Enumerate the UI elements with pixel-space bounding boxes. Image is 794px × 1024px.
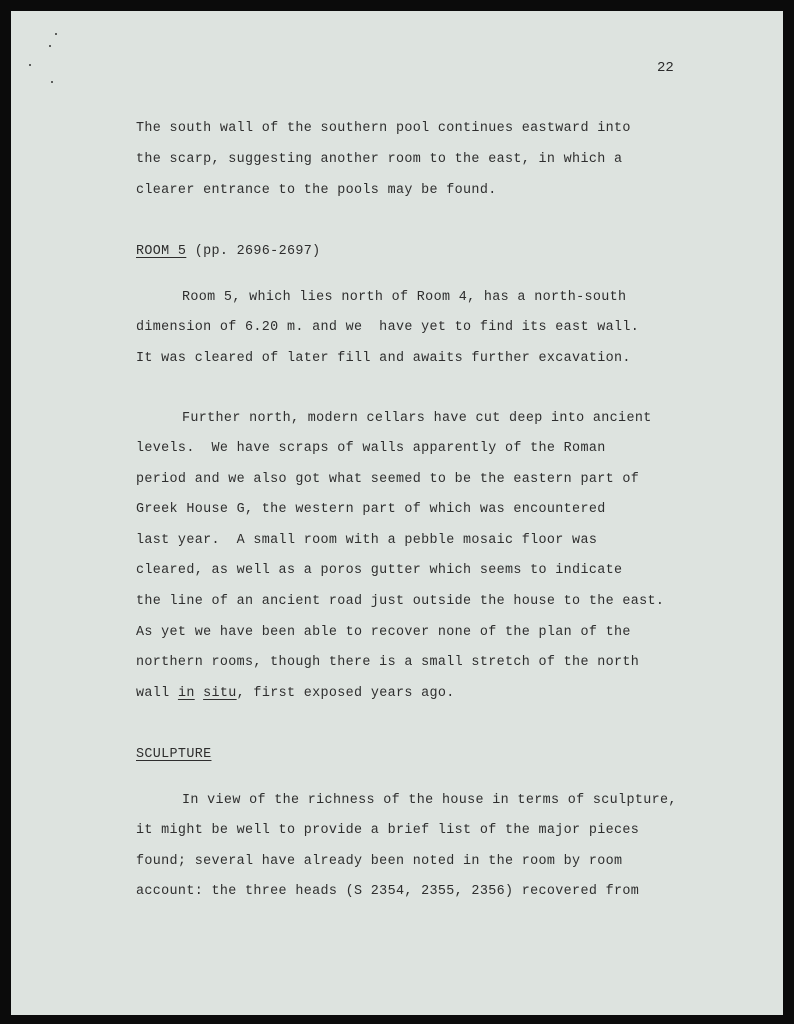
paragraph-line: period and we also got what seemed to be the eastern part of (136, 472, 640, 487)
text-run: wall (136, 686, 178, 701)
paragraph-line: levels. We have scraps of walls apparently of the Roman (136, 441, 606, 456)
heading-pages: (pp. 2696-2697) (186, 244, 321, 259)
document-page (11, 11, 783, 1015)
paragraph-line: It was cleared of later fill and awaits further excavation. (136, 351, 631, 366)
paragraph-line: Greek House G, the western part of which was encountered (136, 502, 606, 517)
paragraph-line: the scarp, suggesting another room to the east, in which a (136, 152, 623, 167)
paragraph-line: last year. A small room with a pebble mosaic floor was (136, 533, 598, 548)
paragraph-line (136, 686, 455, 702)
paragraph-line: found; several have already been noted in the room by room (136, 854, 623, 869)
section-heading-sculpture: SCULPTURE (136, 747, 212, 762)
paragraph-line: In view of the richness of the house in terms of sculpture, (182, 793, 677, 808)
paragraph-line: Further north, modern cellars have cut deep into ancient (182, 411, 652, 426)
paragraph-line: As yet we have been able to recover none of the plan of the (136, 625, 631, 640)
paragraph-line: account: the three heads (S 2354, 2355, 2356) recovered from (136, 884, 640, 899)
underlined-term: in (177, 686, 195, 701)
paragraph-line: dimension of 6.20 m. and we have yet to find its east wall. (136, 320, 640, 335)
paragraph-line: cleared, as well as a poros gutter which seems to indicate (136, 563, 623, 578)
section-heading-room5 (136, 244, 321, 260)
underlined-term: situ (203, 686, 237, 701)
ink-speck (51, 81, 53, 83)
ink-speck (55, 33, 57, 35)
heading-title: ROOM 5 (136, 244, 187, 259)
paragraph-line: The south wall of the southern pool continues eastward into (136, 121, 631, 136)
text-run: , first exposed years ago. (236, 686, 455, 701)
page-number: 22 (657, 60, 674, 76)
paragraph-line: Room 5, which lies north of Room 4, has a north-south (182, 290, 627, 305)
paragraph-line: the line of an ancient road just outside the house to the east. (136, 594, 665, 609)
ink-speck (29, 64, 31, 66)
paragraph-line: it might be well to provide a brief list of the major pieces (136, 823, 640, 838)
ink-speck (49, 45, 51, 47)
paragraph-line: clearer entrance to the pools may be found. (136, 183, 497, 198)
paragraph-line: northern rooms, though there is a small stretch of the north (136, 655, 640, 670)
